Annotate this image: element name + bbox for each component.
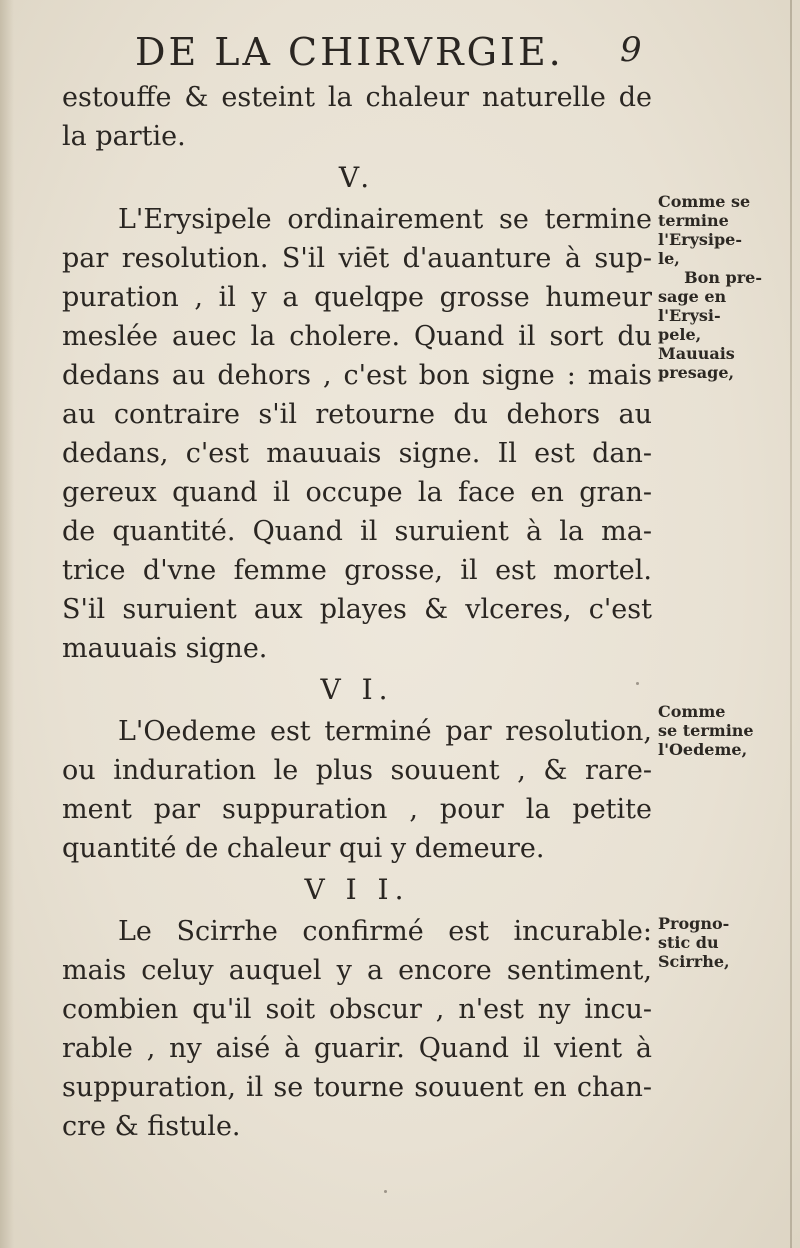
margin-note-line: presage,: [658, 363, 735, 382]
margin-note-line: termine: [658, 211, 729, 230]
text-line: quantité de chaleur qui y demeure.: [62, 833, 545, 864]
margin-note-line: Mauuais: [658, 344, 735, 363]
margin-note-line: se termine: [658, 721, 754, 740]
margin-note-erysipele: [658, 192, 800, 382]
section-numeral-vi: V I.: [320, 673, 394, 706]
ink-speck: [384, 1190, 387, 1193]
text-line: trice d'vne femme grosse, il est mortel.: [62, 555, 652, 586]
margin-note-line: stic du: [658, 933, 719, 952]
margin-note-line: le,: [658, 249, 680, 268]
page-number: 9: [620, 30, 642, 70]
text-line: la partie.: [62, 121, 186, 152]
margin-note-scirrhe: [658, 914, 800, 971]
page-edge-crease: [790, 0, 792, 1248]
text-line: ment par suppuration , pour la petite: [62, 794, 652, 825]
margin-note-line: Progno-: [658, 914, 730, 933]
text-line: cre & fistule.: [62, 1111, 241, 1142]
text-line: Le Scirrhe confirmé est incurable:: [118, 916, 652, 947]
text-line: dedans au dehors , c'est bon signe : mais: [62, 360, 652, 391]
margin-note-line: l'Erysi-: [658, 306, 721, 325]
page-header: [0, 30, 800, 80]
text-line: L'Oedeme est terminé par resolution,: [118, 716, 652, 747]
text-line: puration , il y a quelqpe grosse humeur: [62, 282, 652, 313]
running-title: DE LA CHIRVRGIE.: [135, 30, 564, 74]
text-line: dedans, c'est mauuais signe. Il est dan-: [62, 438, 652, 469]
margin-note-oedeme: [658, 702, 800, 759]
page-gutter-shadow: [0, 0, 14, 1248]
margin-note-line: sage en: [658, 287, 727, 306]
text-line: suppuration, il se tourne souuent en chan-: [62, 1072, 652, 1103]
margin-note-line: Comme: [658, 702, 726, 721]
text-line: de quantité. Quand il suruient à la ma-: [62, 516, 652, 547]
text-line: rable , ny aisé à guarir. Quand il vient à: [62, 1033, 652, 1064]
text-line: estouffe & esteint la chaleur naturelle de: [62, 82, 652, 113]
text-line: S'il suruient aux playes & vlceres, c'est: [62, 594, 652, 625]
margin-note-line: Comme se: [658, 192, 751, 211]
margin-note-line: Bon pre-: [684, 268, 762, 287]
body-text: [62, 78, 652, 1146]
margin-note-line: l'Erysipe-: [658, 230, 742, 249]
section-numeral-vii: V I I.: [304, 873, 410, 906]
text-line: par resolution. S'il viēt d'auanture à sup-: [62, 243, 652, 274]
margin-note-line: Scirrhe,: [658, 952, 730, 971]
text-line: combien qu'il soit obscur , n'est ny incu-: [62, 994, 652, 1025]
text-line: au contraire s'il retourne du dehors au: [62, 399, 652, 430]
text-line: mais celuy auquel y a encore sentiment,: [62, 955, 652, 986]
margin-note-line: l'Oedeme,: [658, 740, 748, 759]
text-line: ou induration le plus souuent , & rare-: [62, 755, 652, 786]
text-line: mauuais signe.: [62, 633, 268, 664]
section-numeral-v: V.: [338, 161, 376, 194]
margin-note-line: pele,: [658, 325, 702, 344]
ink-speck: [636, 682, 639, 685]
text-line: gereux quand il occupe la face en gran-: [62, 477, 652, 508]
text-line: L'Erysipele ordinairement se termine: [118, 204, 652, 235]
text-line: meslée auec la cholere. Quand il sort du: [62, 321, 652, 352]
